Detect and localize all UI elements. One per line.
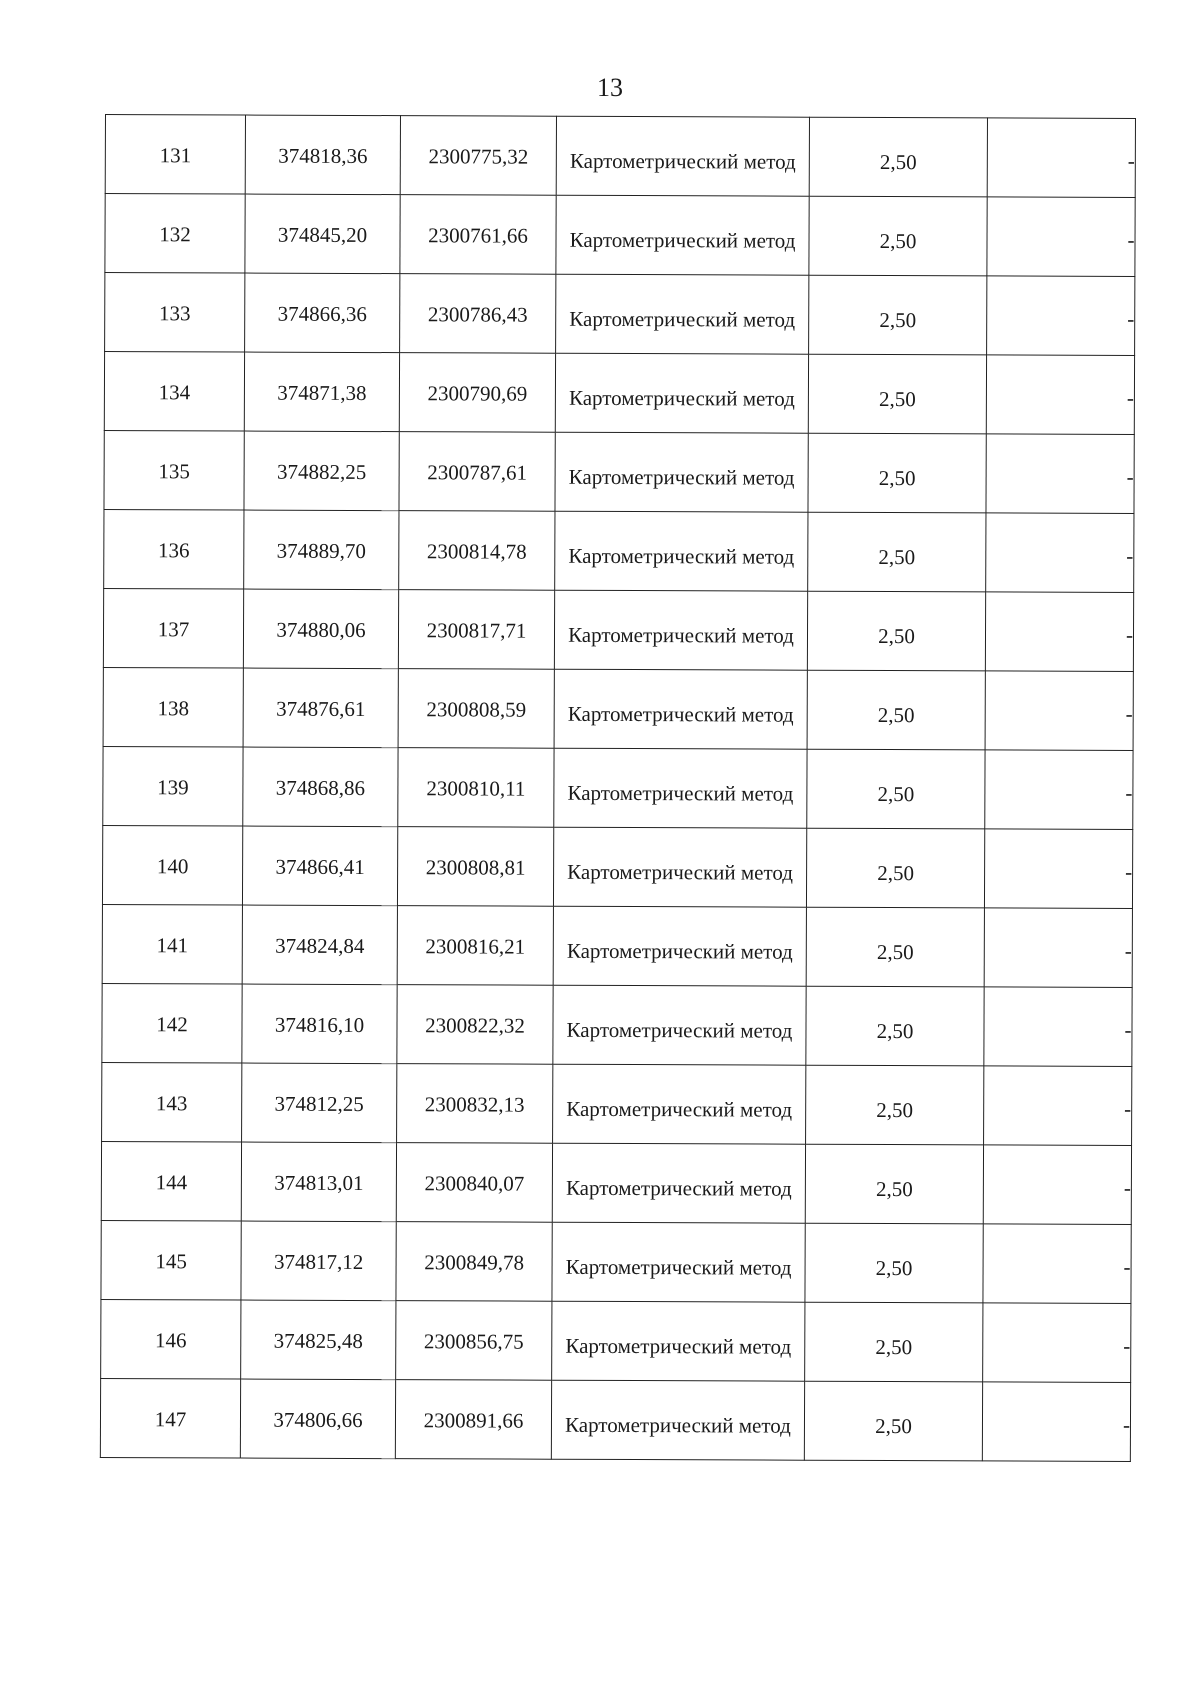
accuracy-cell xyxy=(807,591,985,671)
point-number-cell xyxy=(101,1299,241,1379)
y-coordinate-cell xyxy=(398,669,554,749)
y-coordinate-cell xyxy=(395,1380,551,1460)
accuracy-cell xyxy=(806,828,984,908)
table-row xyxy=(102,825,1132,908)
accuracy-cell xyxy=(808,433,986,513)
method-cell-text: Картометрический метод xyxy=(565,1175,792,1201)
x-coordinate-cell xyxy=(241,1142,396,1222)
x-coordinate-cell xyxy=(242,1063,397,1143)
note-cell xyxy=(987,276,1135,356)
point-number-cell xyxy=(103,746,243,826)
method-cell xyxy=(551,1380,804,1460)
note-cell xyxy=(983,1145,1131,1225)
method-cell xyxy=(553,985,806,1065)
x-coordinate-cell xyxy=(243,668,398,748)
table-row xyxy=(105,194,1135,277)
note-cell xyxy=(987,197,1135,277)
y-coordinate-cell-text: 2300775,32 xyxy=(428,144,529,169)
x-coordinate-cell-text: 374812,25 xyxy=(274,1091,364,1117)
y-coordinate-cell-text: 2300814,78 xyxy=(426,539,527,564)
point-number-cell-text: 138 xyxy=(157,696,190,721)
accuracy-cell-text: 2,50 xyxy=(878,465,916,491)
method-cell xyxy=(552,1143,805,1223)
y-coordinate-cell xyxy=(398,590,554,670)
accuracy-cell xyxy=(807,670,985,750)
table-row xyxy=(105,273,1135,356)
page-number: 13 xyxy=(597,73,623,102)
method-cell-text: Картометрический метод xyxy=(568,543,795,569)
point-number-cell-text: 147 xyxy=(154,1407,187,1432)
y-coordinate-cell-text: 2300786,43 xyxy=(427,302,528,327)
y-coordinate-cell-text: 2300849,78 xyxy=(424,1250,525,1275)
method-cell xyxy=(554,590,807,670)
accuracy-cell xyxy=(806,986,984,1066)
y-coordinate-cell-text: 2300891,66 xyxy=(423,1408,524,1433)
method-cell xyxy=(552,1222,805,1302)
y-coordinate-cell xyxy=(399,432,555,512)
note-cell-text: - xyxy=(1124,1017,1132,1042)
method-cell-text: Картометрический метод xyxy=(566,1096,793,1122)
y-coordinate-cell xyxy=(397,985,553,1065)
point-number-cell xyxy=(101,1220,241,1300)
point-number-cell xyxy=(104,509,244,589)
point-number-cell-text: 146 xyxy=(154,1328,187,1353)
note-cell-text: - xyxy=(1127,306,1135,331)
x-coordinate-cell-text: 374816,10 xyxy=(274,1012,365,1038)
y-coordinate-cell xyxy=(399,353,555,433)
y-coordinate-cell-text: 2300856,75 xyxy=(423,1329,524,1354)
x-coordinate-cell-text: 374880,06 xyxy=(276,617,366,643)
point-number-cell xyxy=(104,430,244,510)
point-number-cell xyxy=(102,1062,242,1142)
table-row xyxy=(105,115,1135,198)
note-cell-text: - xyxy=(1122,1412,1131,1437)
table-row xyxy=(101,1220,1131,1303)
accuracy-cell-text: 2,50 xyxy=(875,1176,913,1202)
x-coordinate-cell-text: 374825,48 xyxy=(273,1328,363,1353)
point-number-cell xyxy=(105,273,245,353)
note-cell xyxy=(982,1382,1130,1462)
x-coordinate-cell-text: 374813,01 xyxy=(274,1170,364,1196)
accuracy-cell xyxy=(808,354,986,434)
note-cell xyxy=(984,829,1132,909)
accuracy-cell-text: 2,50 xyxy=(879,307,917,333)
accuracy-cell xyxy=(806,1065,984,1145)
table-row xyxy=(103,588,1133,671)
x-coordinate-cell xyxy=(245,194,400,274)
method-cell xyxy=(556,116,809,196)
point-number-cell-text: 137 xyxy=(157,617,190,642)
point-number-cell-text: 139 xyxy=(157,775,189,800)
point-number-cell-text: 131 xyxy=(159,143,192,168)
method-cell-text: Картометрический метод xyxy=(568,622,794,648)
point-number-cell xyxy=(104,352,244,432)
point-number-cell-text: 145 xyxy=(155,1249,187,1274)
x-coordinate-cell xyxy=(243,589,398,669)
x-coordinate-cell-text: 374806,66 xyxy=(273,1407,363,1432)
x-coordinate-cell xyxy=(244,431,399,511)
point-number-cell xyxy=(105,115,245,195)
y-coordinate-cell-text: 2300840,07 xyxy=(424,1171,525,1196)
method-cell-text: Картометрический метод xyxy=(566,1017,793,1043)
point-number-cell-text: 134 xyxy=(158,380,191,405)
method-cell xyxy=(553,827,806,907)
note-cell-text: - xyxy=(1123,1333,1131,1358)
note-cell xyxy=(984,987,1132,1067)
method-cell-text: Картометрический метод xyxy=(569,227,796,253)
method-cell-text: Картометрический метод xyxy=(565,1412,791,1438)
accuracy-cell xyxy=(809,196,987,276)
table-row xyxy=(102,1062,1132,1145)
note-cell-text: - xyxy=(1123,1175,1131,1200)
y-coordinate-cell-text: 2300790,69 xyxy=(427,381,528,406)
method-cell xyxy=(553,906,806,986)
point-number-cell xyxy=(102,983,242,1063)
y-coordinate-cell-text: 2300787,61 xyxy=(427,460,528,485)
note-cell xyxy=(983,1303,1131,1383)
note-cell-text: - xyxy=(1126,385,1134,410)
table-row xyxy=(102,904,1132,987)
y-coordinate-cell-text: 2300816,21 xyxy=(425,934,526,959)
y-coordinate-cell xyxy=(400,195,556,275)
note-cell-text: - xyxy=(1125,701,1133,726)
table-row xyxy=(101,1299,1131,1382)
y-coordinate-cell xyxy=(400,116,556,196)
table-row xyxy=(100,1378,1130,1461)
method-cell-text: Картометрический метод xyxy=(565,1254,792,1280)
point-number-cell xyxy=(101,1141,241,1221)
method-cell-text: Картометрический метод xyxy=(569,148,796,174)
method-cell xyxy=(555,432,808,512)
note-cell xyxy=(983,1224,1131,1304)
accuracy-cell-text: 2,50 xyxy=(875,1255,913,1281)
accuracy-cell-text: 2,50 xyxy=(876,939,914,965)
method-cell-text: Картометрический метод xyxy=(566,938,793,964)
x-coordinate-cell-text: 374818,36 xyxy=(278,143,368,169)
x-coordinate-cell-text: 374889,70 xyxy=(276,538,366,564)
accuracy-cell xyxy=(805,1144,983,1224)
coordinates-table xyxy=(100,114,1136,1462)
accuracy-cell xyxy=(806,907,984,987)
point-number-cell xyxy=(100,1378,240,1458)
point-number-cell-text: 141 xyxy=(156,933,189,958)
accuracy-cell xyxy=(809,117,987,197)
x-coordinate-cell-text: 374866,36 xyxy=(277,301,367,327)
accuracy-cell-text: 2,50 xyxy=(875,1334,913,1360)
point-number-cell xyxy=(105,194,245,274)
note-cell-text: - xyxy=(1126,543,1134,568)
method-cell-text: Картометрический метод xyxy=(568,464,795,490)
x-coordinate-cell-text: 374871,38 xyxy=(277,380,367,406)
x-coordinate-cell-text: 374824,84 xyxy=(275,933,365,959)
x-coordinate-cell-text: 374876,61 xyxy=(276,696,366,722)
table-row xyxy=(104,352,1134,435)
method-cell xyxy=(553,1064,806,1144)
accuracy-cell-text: 2,50 xyxy=(877,781,915,807)
method-cell xyxy=(556,195,809,275)
y-coordinate-cell xyxy=(397,827,553,907)
x-coordinate-cell-text: 374868,86 xyxy=(275,775,366,801)
note-cell-text: - xyxy=(1125,859,1133,884)
point-number-cell-text: 135 xyxy=(158,459,190,484)
note-cell xyxy=(986,513,1134,593)
y-coordinate-cell-text: 2300808,81 xyxy=(425,855,526,880)
x-coordinate-cell-text: 374845,20 xyxy=(277,222,368,248)
method-cell xyxy=(552,1301,805,1381)
note-cell xyxy=(984,1066,1132,1146)
table-row xyxy=(103,746,1133,829)
y-coordinate-cell-text: 2300822,32 xyxy=(425,1013,525,1038)
point-number-cell-text: 132 xyxy=(159,222,191,247)
accuracy-cell-text: 2,50 xyxy=(877,860,915,886)
table-row xyxy=(101,1141,1131,1224)
x-coordinate-cell-text: 374882,25 xyxy=(276,459,367,485)
method-cell-text: Картометрический метод xyxy=(567,701,794,727)
accuracy-cell xyxy=(807,749,985,829)
x-coordinate-cell xyxy=(242,905,397,985)
note-cell-text: - xyxy=(1126,464,1134,489)
x-coordinate-cell xyxy=(244,352,399,432)
method-cell-text: Картометрический метод xyxy=(569,306,796,332)
accuracy-cell xyxy=(804,1381,982,1461)
method-cell-text: Картометрический метод xyxy=(567,780,794,806)
accuracy-cell-text: 2,50 xyxy=(879,149,917,175)
x-coordinate-cell xyxy=(241,1221,396,1301)
x-coordinate-cell xyxy=(245,115,400,195)
point-number-cell xyxy=(103,667,243,747)
y-coordinate-cell xyxy=(399,511,555,591)
accuracy-cell-text: 2,50 xyxy=(878,544,916,570)
accuracy-cell-text: 2,50 xyxy=(875,1413,912,1439)
x-coordinate-cell xyxy=(245,273,400,353)
y-coordinate-cell-text: 2300832,13 xyxy=(424,1092,525,1117)
y-coordinate-cell xyxy=(396,1222,552,1302)
y-coordinate-cell xyxy=(398,748,554,828)
method-cell-text: Картометрический метод xyxy=(567,859,794,885)
note-cell xyxy=(986,434,1134,514)
x-coordinate-cell xyxy=(242,826,397,906)
accuracy-cell-text: 2,50 xyxy=(877,702,915,728)
method-cell xyxy=(556,274,809,354)
method-cell-text: Картометрический метод xyxy=(568,385,795,411)
note-cell-text: - xyxy=(1125,780,1133,805)
accuracy-cell xyxy=(808,512,986,592)
note-cell xyxy=(985,671,1133,751)
note-cell xyxy=(985,750,1133,830)
x-coordinate-cell xyxy=(244,510,399,590)
method-cell xyxy=(554,669,807,749)
note-cell xyxy=(984,908,1132,988)
note-cell xyxy=(985,592,1133,672)
y-coordinate-cell xyxy=(400,274,556,354)
table-body xyxy=(100,115,1135,1462)
note-cell-text: - xyxy=(1125,622,1134,647)
accuracy-cell xyxy=(805,1302,983,1382)
point-number-cell-text: 140 xyxy=(156,854,189,879)
y-coordinate-cell-text: 2300808,59 xyxy=(426,697,527,722)
accuracy-cell-text: 2,50 xyxy=(878,386,916,412)
note-cell-text: - xyxy=(1124,1096,1132,1121)
table-row xyxy=(102,983,1132,1066)
y-coordinate-cell xyxy=(397,906,553,986)
point-number-cell-text: 143 xyxy=(155,1091,188,1116)
note-cell-text: - xyxy=(1123,1254,1131,1279)
point-number-cell-text: 142 xyxy=(156,1012,188,1037)
point-number-cell-text: 133 xyxy=(158,301,191,326)
point-number-cell xyxy=(102,825,242,905)
x-coordinate-cell xyxy=(242,984,397,1064)
accuracy-cell-text: 2,50 xyxy=(876,1097,914,1123)
method-cell-text: Картометрический метод xyxy=(565,1333,792,1359)
x-coordinate-cell xyxy=(241,1300,396,1380)
accuracy-cell xyxy=(809,275,987,355)
y-coordinate-cell xyxy=(396,1143,552,1223)
y-coordinate-cell xyxy=(397,1064,553,1144)
y-coordinate-cell-text: 2300761,66 xyxy=(428,223,528,248)
y-coordinate-cell xyxy=(396,1301,552,1381)
note-cell xyxy=(987,118,1135,198)
method-cell xyxy=(555,511,808,591)
y-coordinate-cell-text: 2300817,71 xyxy=(426,618,527,643)
point-number-cell xyxy=(103,588,243,668)
table-row xyxy=(103,667,1133,750)
note-cell xyxy=(986,355,1134,435)
point-number-cell-text: 136 xyxy=(158,538,190,563)
method-cell xyxy=(554,748,807,828)
accuracy-cell-text: 2,50 xyxy=(876,1018,914,1044)
accuracy-cell-text: 2,50 xyxy=(878,623,915,649)
y-coordinate-cell-text: 2300810,11 xyxy=(426,776,526,801)
x-coordinate-cell xyxy=(240,1379,395,1459)
note-cell-text: - xyxy=(1127,227,1135,252)
note-cell-text: - xyxy=(1124,938,1132,963)
point-number-cell-text: 144 xyxy=(155,1170,188,1195)
x-coordinate-cell-text: 374866,41 xyxy=(275,854,365,880)
table-row xyxy=(104,509,1134,592)
x-coordinate-cell xyxy=(243,747,398,827)
accuracy-cell xyxy=(805,1223,983,1303)
method-cell xyxy=(555,353,808,433)
x-coordinate-cell-text: 374817,12 xyxy=(273,1249,364,1274)
note-cell-text: - xyxy=(1127,148,1135,173)
point-number-cell xyxy=(102,904,242,984)
accuracy-cell-text: 2,50 xyxy=(879,228,917,254)
table-row xyxy=(104,430,1134,513)
